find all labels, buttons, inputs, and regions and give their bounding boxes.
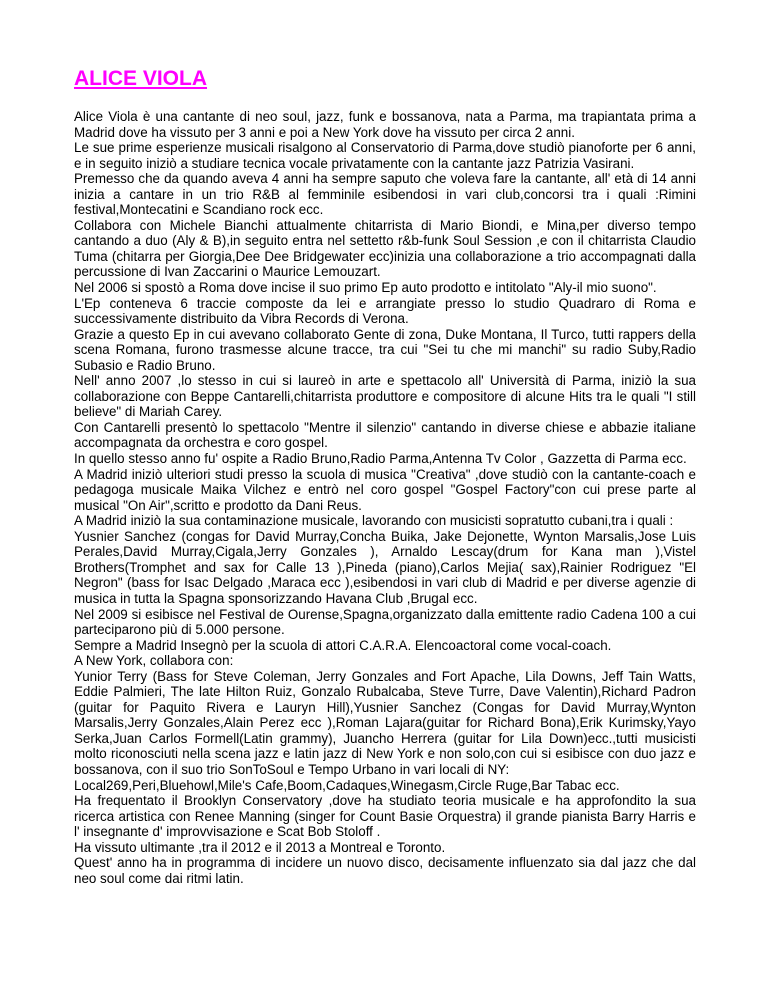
paragraph: A New York, collabora con: xyxy=(74,653,234,669)
paragraph: A Madrid iniziò ulteriori studi presso la scuola di musica "Creativa" ,dove studiò con la cantante-coach e pedagoga musicale Maika Vilchez e entrò nel coro gospel "Gospel Factory"con cui prese parte al musical "On Air",scritto e prodotto da Dani Reus. xyxy=(74,466,696,513)
document-body xyxy=(74,109,696,886)
document-page xyxy=(74,66,696,886)
paragraph: Ha frequentato il Brooklyn Conservatory ,dove ha studiato teoria musicale e ha approfondito la sua ricerca artistica con Renee Manning (singer for Count Basie Orquestra) il grande pianista Barry Harris e l' insegnante d' improvvisazione e Scat Bob Stoloff . xyxy=(74,793,696,840)
paragraph: Collabora con Michele Bianchi attualmente chitarrista di Mario Biondi, e Mina,per diverso tempo cantando a duo (Aly & B),in seguito entra nel settetto r&b-funk Soul Session ,e con il chitarrista Claudio Tuma (chitarra per Giorgia,Dee Dee Bridgewater ecc)inizia una collaborazione a trio accompagnati dalla percussione di Ivan Zaccarini o Maurice Lemouzart. xyxy=(74,217,696,280)
paragraph: Le sue prime esperienze musicali risalgono al Conservatorio di Parma,dove studiò pianoforte per 6 anni, e in seguito iniziò a studiare tecnica vocale privatamente con la cantante jazz Patrizia Vasirani. xyxy=(74,140,696,171)
paragraph: In quello stesso anno fu' ospite a Radio Bruno,Radio Parma,Antenna Tv Color , Gazzetta di Parma ecc. xyxy=(74,451,687,467)
paragraph: Quest' anno ha in programma di incidere un nuovo disco, decisamente influenzato sia dal jazz che dal neo soul come dai ritmi latin. xyxy=(74,855,696,886)
paragraph: Yusnier Sanchez (congas for David Murray,Concha Buika, Jake Dejonette, Wynton Marsalis,Jose Luis Perales,David Murray,Cigala,Jerry Gonzales ), Arnaldo Lescay(drum for Kana man ),Vistel Brothers(Tromphet and sax for Calle 13 ),Pineda (piano),Carlos Mejia( sax),Rainier Rodriguez "El Negron" (bass for Isac Delgado ,Maraca ecc ),esibendosi in vari club di Madrid e per diverse agenzie di musica in tutta la Spagna sponsorizzando Havana Club ,Brugal ecc. xyxy=(74,528,696,606)
paragraph: Alice Viola è una cantante di neo soul, jazz, funk e bossanova, nata a Parma, ma trapiantata prima a Madrid dove ha vissuto per 3 anni e poi a New York dove ha vissuto per circa 2 anni. xyxy=(74,109,696,140)
paragraph: Yunior Terry (Bass for Steve Coleman, Jerry Gonzales and Fort Apache, Lila Downs, Jeff Tain Watts, Eddie Palmieri, The late Hilton Ruiz, Gonzalo Rubalcaba, Steve Turre, Dave Valentin),Richard Padron (guitar for Paquito Rivera e Lauryn Hill),Yusnier Sanchez (Congas for David Murray,Wynton Marsalis,Jerry Gonzales,Alain Perez ecc ),Roman Lajara(guitar for Richard Bona),Erik Kurimsky,Yayo Serka,Juan Carlos Formell(Latin grammy), Juancho Herrera (guitar for Lila Down)ecc.,tutti musicisti molto riconosciuti nella scena jazz e latin jazz di New York e non solo,con cui si esibisce con duo jazz e bossanova, con il suo trio SonToSoul e Tempo Urbano in vari locali di NY: xyxy=(74,668,696,777)
paragraph: Nel 2006 si spostò a Roma dove incise il suo primo Ep auto prodotto e intitolato "Aly-il mio suono". xyxy=(74,280,657,296)
paragraph: Nel 2009 si esibisce nel Festival de Ourense,Spagna,organizzato dalla emittente radio Cadena 100 a cui parteciparono più di 5.000 persone. xyxy=(74,606,696,638)
paragraph: Grazie a questo Ep in cui avevano collaborato Gente di zona, Duke Montana, Il Turco, tutti rappers della scena Romana, furono trasmesse alcune tracce, tra cui "Sei tu che mi manchi" su radio Suby,Radio Subasio e Radio Bruno. xyxy=(74,326,696,373)
paragraph: Ha vissuto ultimante ,tra il 2012 e il 2013 a Montreal e Toronto. xyxy=(74,839,446,855)
paragraph: Premesso che da quando aveva 4 anni ha sempre saputo che voleva fare la cantante, all' età di 14 anni inizia a cantare in un trio R&B al femminile esibendosi in vari club,concorsi tra i quali :Rimini festival,Montecatini e Scandiano rock ecc. xyxy=(74,171,696,218)
paragraph: Sempre a Madrid Insegnò per la scuola di attori C.A.R.A. Elencoactoral come vocal-coach. xyxy=(74,637,612,653)
paragraph: Con Cantarelli presentò lo spettacolo "Mentre il silenzio" cantando in diverse chiese e abbazie italiane accompagnata da orchestra e coro gospel. xyxy=(74,419,696,451)
document-title: ALICE VIOLA xyxy=(74,67,208,90)
paragraph: L'Ep conteneva 6 traccie composte da lei e arrangiate presso lo studio Quadraro di Roma e successivamente distribuito da Vibra Records di Verona. xyxy=(74,295,696,327)
paragraph: Nell' anno 2007 ,lo stesso in cui si laureò in arte e spettacolo all' Università di Parma, iniziò la sua collaborazione con Beppe Cantarelli,chitarrista produttore e compositore di alcune Hits tra le quali "I still believe" di Mariah Carey. xyxy=(74,373,696,420)
paragraph: A Madrid iniziò la sua contaminazione musicale, lavorando con musicisti sopratutto cubani,tra i quali : xyxy=(74,513,674,529)
paragraph: Local269,Peri,Bluehowl,Mile's Cafe,Boom,Cadaques,Winegasm,Circle Ruge,Bar Tabac ecc. xyxy=(74,777,620,793)
